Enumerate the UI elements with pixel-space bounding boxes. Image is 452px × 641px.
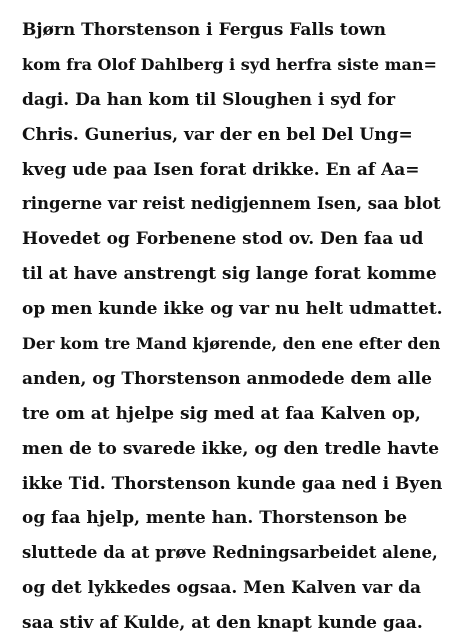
text-line: tre om at hjelpe sig med at faa Kalven op, bbox=[22, 403, 421, 424]
text-line: og faa hjelp, mente han. Thorstenson be bbox=[22, 508, 408, 529]
text-line: ringerne var reist nedigjennem Isen, saa blot bbox=[22, 194, 441, 214]
text-line: og det lykkedes ogsaa. Men Kalven var da bbox=[22, 578, 421, 599]
text-line: Bjørn Thorstenson i Fergus Falls town bbox=[22, 20, 386, 40]
text-line: anden, og Thorstenson anmodede dem alle bbox=[22, 368, 432, 389]
text-line: Der kom tre Mand kjørende, den ene efter den bbox=[22, 334, 441, 354]
text-line: til at have anstrengt sig lange forat komme bbox=[22, 264, 437, 285]
text-line: dagi. Da han kom til Sloughen i syd for bbox=[22, 89, 396, 110]
text-line: ikke Tid. Thorstenson kunde gaa ned i Byen bbox=[22, 473, 443, 494]
text-line: Hovedet og Forbenene stod ov. Den faa ud bbox=[22, 229, 424, 250]
text-line: op men kunde ikke og var nu helt udmattet. bbox=[22, 299, 443, 320]
text-line: Chris. Gunerius, var der en bel Del Ung= bbox=[22, 124, 413, 145]
text-line: kveg ude paa Isen forat drikke. En af Aa= bbox=[22, 159, 420, 180]
text-line: kom fra Olof Dahlberg i syd herfra siste man= bbox=[22, 54, 437, 74]
text-line: men de to svarede ikke, og den tredle havte bbox=[22, 438, 440, 459]
text-line: saa stiv af Kulde, at den knapt kunde gaa. bbox=[22, 613, 423, 634]
article-text bbox=[22, 13, 448, 641]
text-line: sluttede da at prøve Redningsarbeidet alene, bbox=[22, 543, 438, 563]
